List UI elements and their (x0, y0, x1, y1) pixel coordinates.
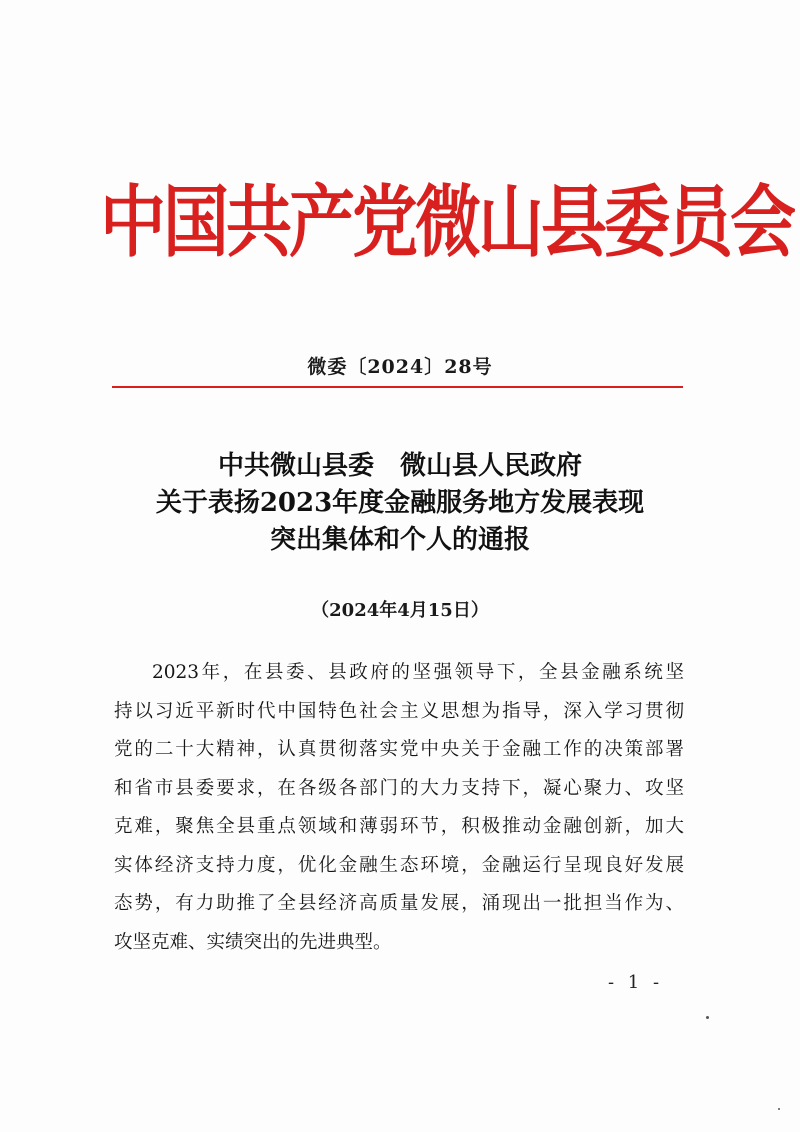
scan-speck (706, 1016, 709, 1019)
issue-date: （2024年4月15日） (311, 600, 489, 621)
body-line: 持以习近平新时代中国特色社会主义思想为指导，深入学习贯彻 (114, 700, 684, 722)
body-line: 和省市县委要求，在各级各部门的大力支持下，凝心聚力、攻坚 (114, 777, 684, 799)
body-paragraph (114, 654, 684, 962)
scan-speck (778, 1108, 780, 1110)
document-number: 微委〔2024〕28号 (307, 356, 493, 378)
title-line-2: 关于表扬2023年度金融服务地方发展表现 (155, 488, 645, 518)
document-title (0, 448, 800, 559)
body-line: 攻坚克难、实绩突出的先进典型。 (114, 931, 392, 953)
body-line: 实体经济支持力度，优化金融生态环境，金融运行呈现良好发展 (114, 854, 684, 876)
title-line-1: 中共微山县委 微山县人民政府 (217, 451, 582, 481)
body-line: 克难，聚焦全县重点领域和薄弱环节，积极推动金融创新，加大 (114, 816, 684, 837)
body-line: 党的二十大精神，认真贯彻落实党中央关于金融工作的决策部署 (114, 739, 684, 760)
title-line-3: 突出集体和个人的通报 (269, 525, 530, 555)
body-line: 2023年，在县委、县政府的坚强领导下，全县金融系统坚 (152, 662, 684, 683)
body-line: 态势，有力助推了全县经济高质量发展，涌现出一批担当作为、 (114, 893, 684, 914)
red-divider-line (112, 386, 683, 388)
page-number: - 1 - (608, 972, 664, 993)
masthead-title: 中国共产党微山县委员会 (100, 176, 793, 268)
